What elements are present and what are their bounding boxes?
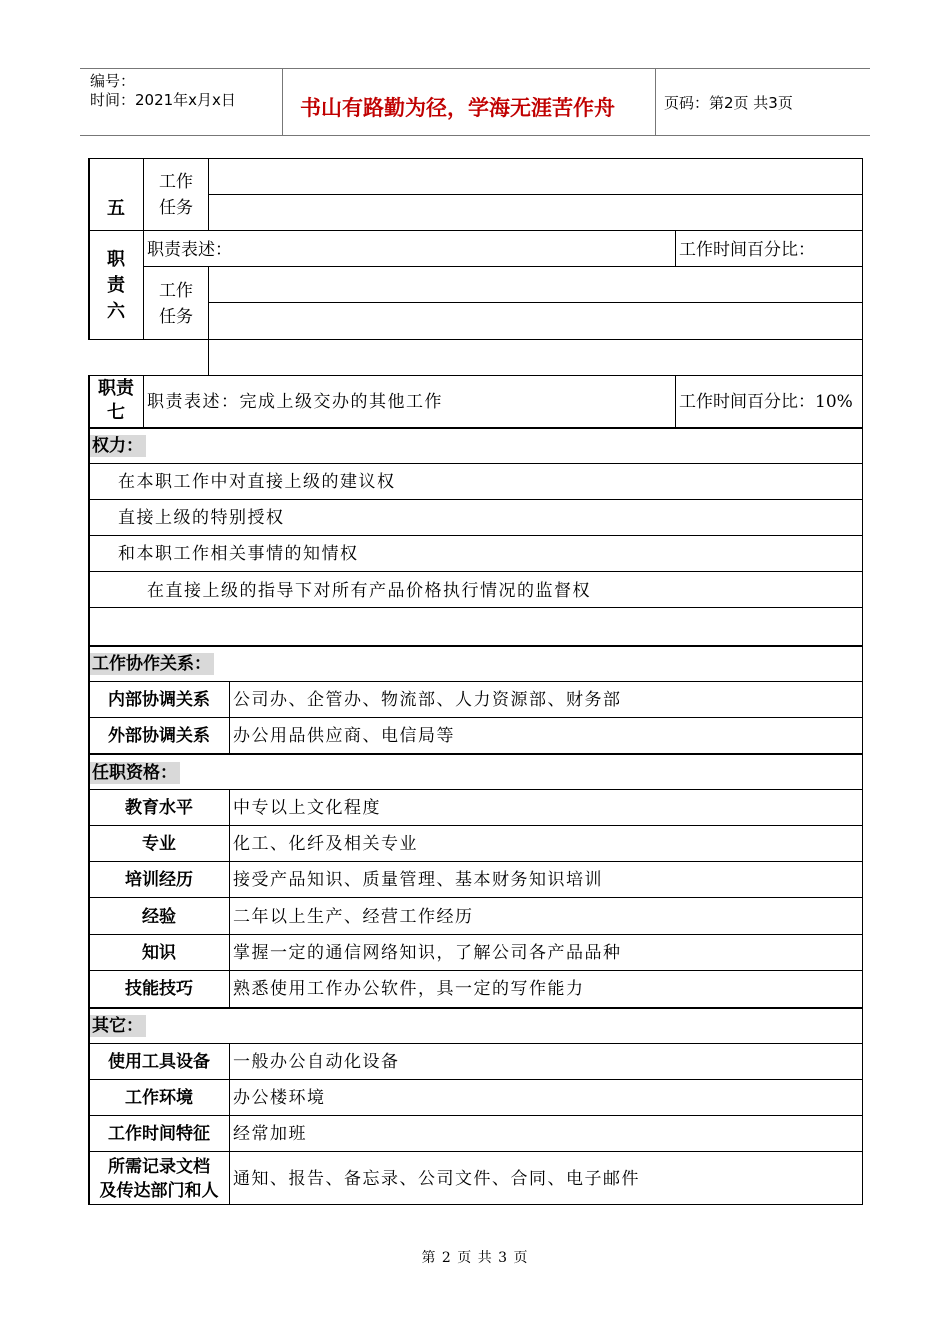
duty-six-label-1: 职: [107, 249, 125, 270]
qualification-value: 化工、化纤及相关专业: [233, 834, 418, 854]
qualification-value: 掌握一定的通信网络知识，了解公司各产品品种: [233, 943, 622, 963]
qualification-value: 熟悉使用工作办公软件，具一定的写作能力: [233, 979, 585, 999]
cooperation-value: 公司办、企管办、物流部、人力资源部、财务部: [233, 690, 622, 710]
duty-six-task-label-2: 任务: [159, 307, 193, 327]
duty-seven-description: 职责表述：完成上级交办的其他工作: [147, 392, 443, 412]
authority-item: 和本职工作相关事情的知情权: [118, 544, 359, 564]
qualification-value: 二年以上生产、经营工作经历: [233, 907, 474, 927]
duty-five-task-label-1: 工作: [159, 172, 193, 192]
page-footer: 第 2 页 共 3 页: [421, 1250, 529, 1266]
authority-item: 在直接上级的指导下对所有产品价格执行情况的监督权: [147, 581, 591, 601]
authority-item: 在本职工作中对直接上级的建议权: [118, 472, 396, 492]
other-label: 所需记录文档: [108, 1157, 210, 1177]
duty-six-task-label-1: 工作: [159, 281, 193, 301]
cooperation-value: 办公用品供应商、电信局等: [233, 726, 455, 746]
other-label: 工作环境: [125, 1088, 193, 1108]
duty-five-label: 五: [107, 198, 125, 219]
authority-title: 权力：: [90, 435, 146, 457]
other-label: 及传达部门和人: [99, 1181, 219, 1201]
cooperation-label: 外部协调关系: [108, 726, 210, 746]
duty-six-description-label: 职责表述：: [147, 240, 232, 260]
qualification-label: 技能技巧: [125, 979, 193, 999]
page-indicator: 页码：第2页 共3页: [664, 94, 793, 112]
duty-seven-label-1: 职责: [98, 378, 134, 399]
duty-seven-label-2: 七: [107, 402, 125, 423]
other-value: 一般办公自动化设备: [233, 1052, 400, 1072]
other-title: 其它：: [90, 1015, 146, 1037]
other-value: 通知、报告、备忘录、公司文件、合同、电子邮件: [233, 1169, 640, 1189]
duty-five-task-label-2: 任务: [159, 198, 193, 218]
qualification-label: 专业: [142, 834, 176, 854]
other-value: 办公楼环境: [233, 1088, 326, 1108]
qualification-label: 教育水平: [125, 798, 193, 818]
qualification-label: 经验: [142, 907, 176, 927]
other-label: 工作时间特征: [108, 1124, 210, 1144]
document-number-label: 编号：: [90, 72, 136, 90]
qualification-label: 培训经历: [125, 870, 193, 890]
header-motto: 书山有路勤为径，学海无涯苦作舟: [300, 96, 615, 120]
qualification-label: 知识: [142, 943, 176, 963]
qualification-title: 任职资格：: [90, 762, 180, 784]
authority-item: 直接上级的特别授权: [118, 508, 285, 528]
qualification-value: 接受产品知识、质量管理、基本财务知识培训: [233, 870, 603, 890]
cooperation-title: 工作协作关系：: [90, 653, 214, 675]
cooperation-label: 内部协调关系: [108, 690, 210, 710]
qualification-value: 中专以上文化程度: [233, 798, 381, 818]
other-label: 使用工具设备: [108, 1052, 210, 1072]
duty-seven-time: 工作时间百分比：10%: [679, 392, 853, 412]
duty-six-label-3: 六: [107, 301, 125, 322]
other-value: 经常加班: [233, 1124, 307, 1144]
duty-six-label-2: 责: [107, 275, 125, 296]
duty-six-time-label: 工作时间百分比：: [679, 240, 815, 260]
document-date-label: 时间：2021年x月x日: [90, 91, 236, 109]
